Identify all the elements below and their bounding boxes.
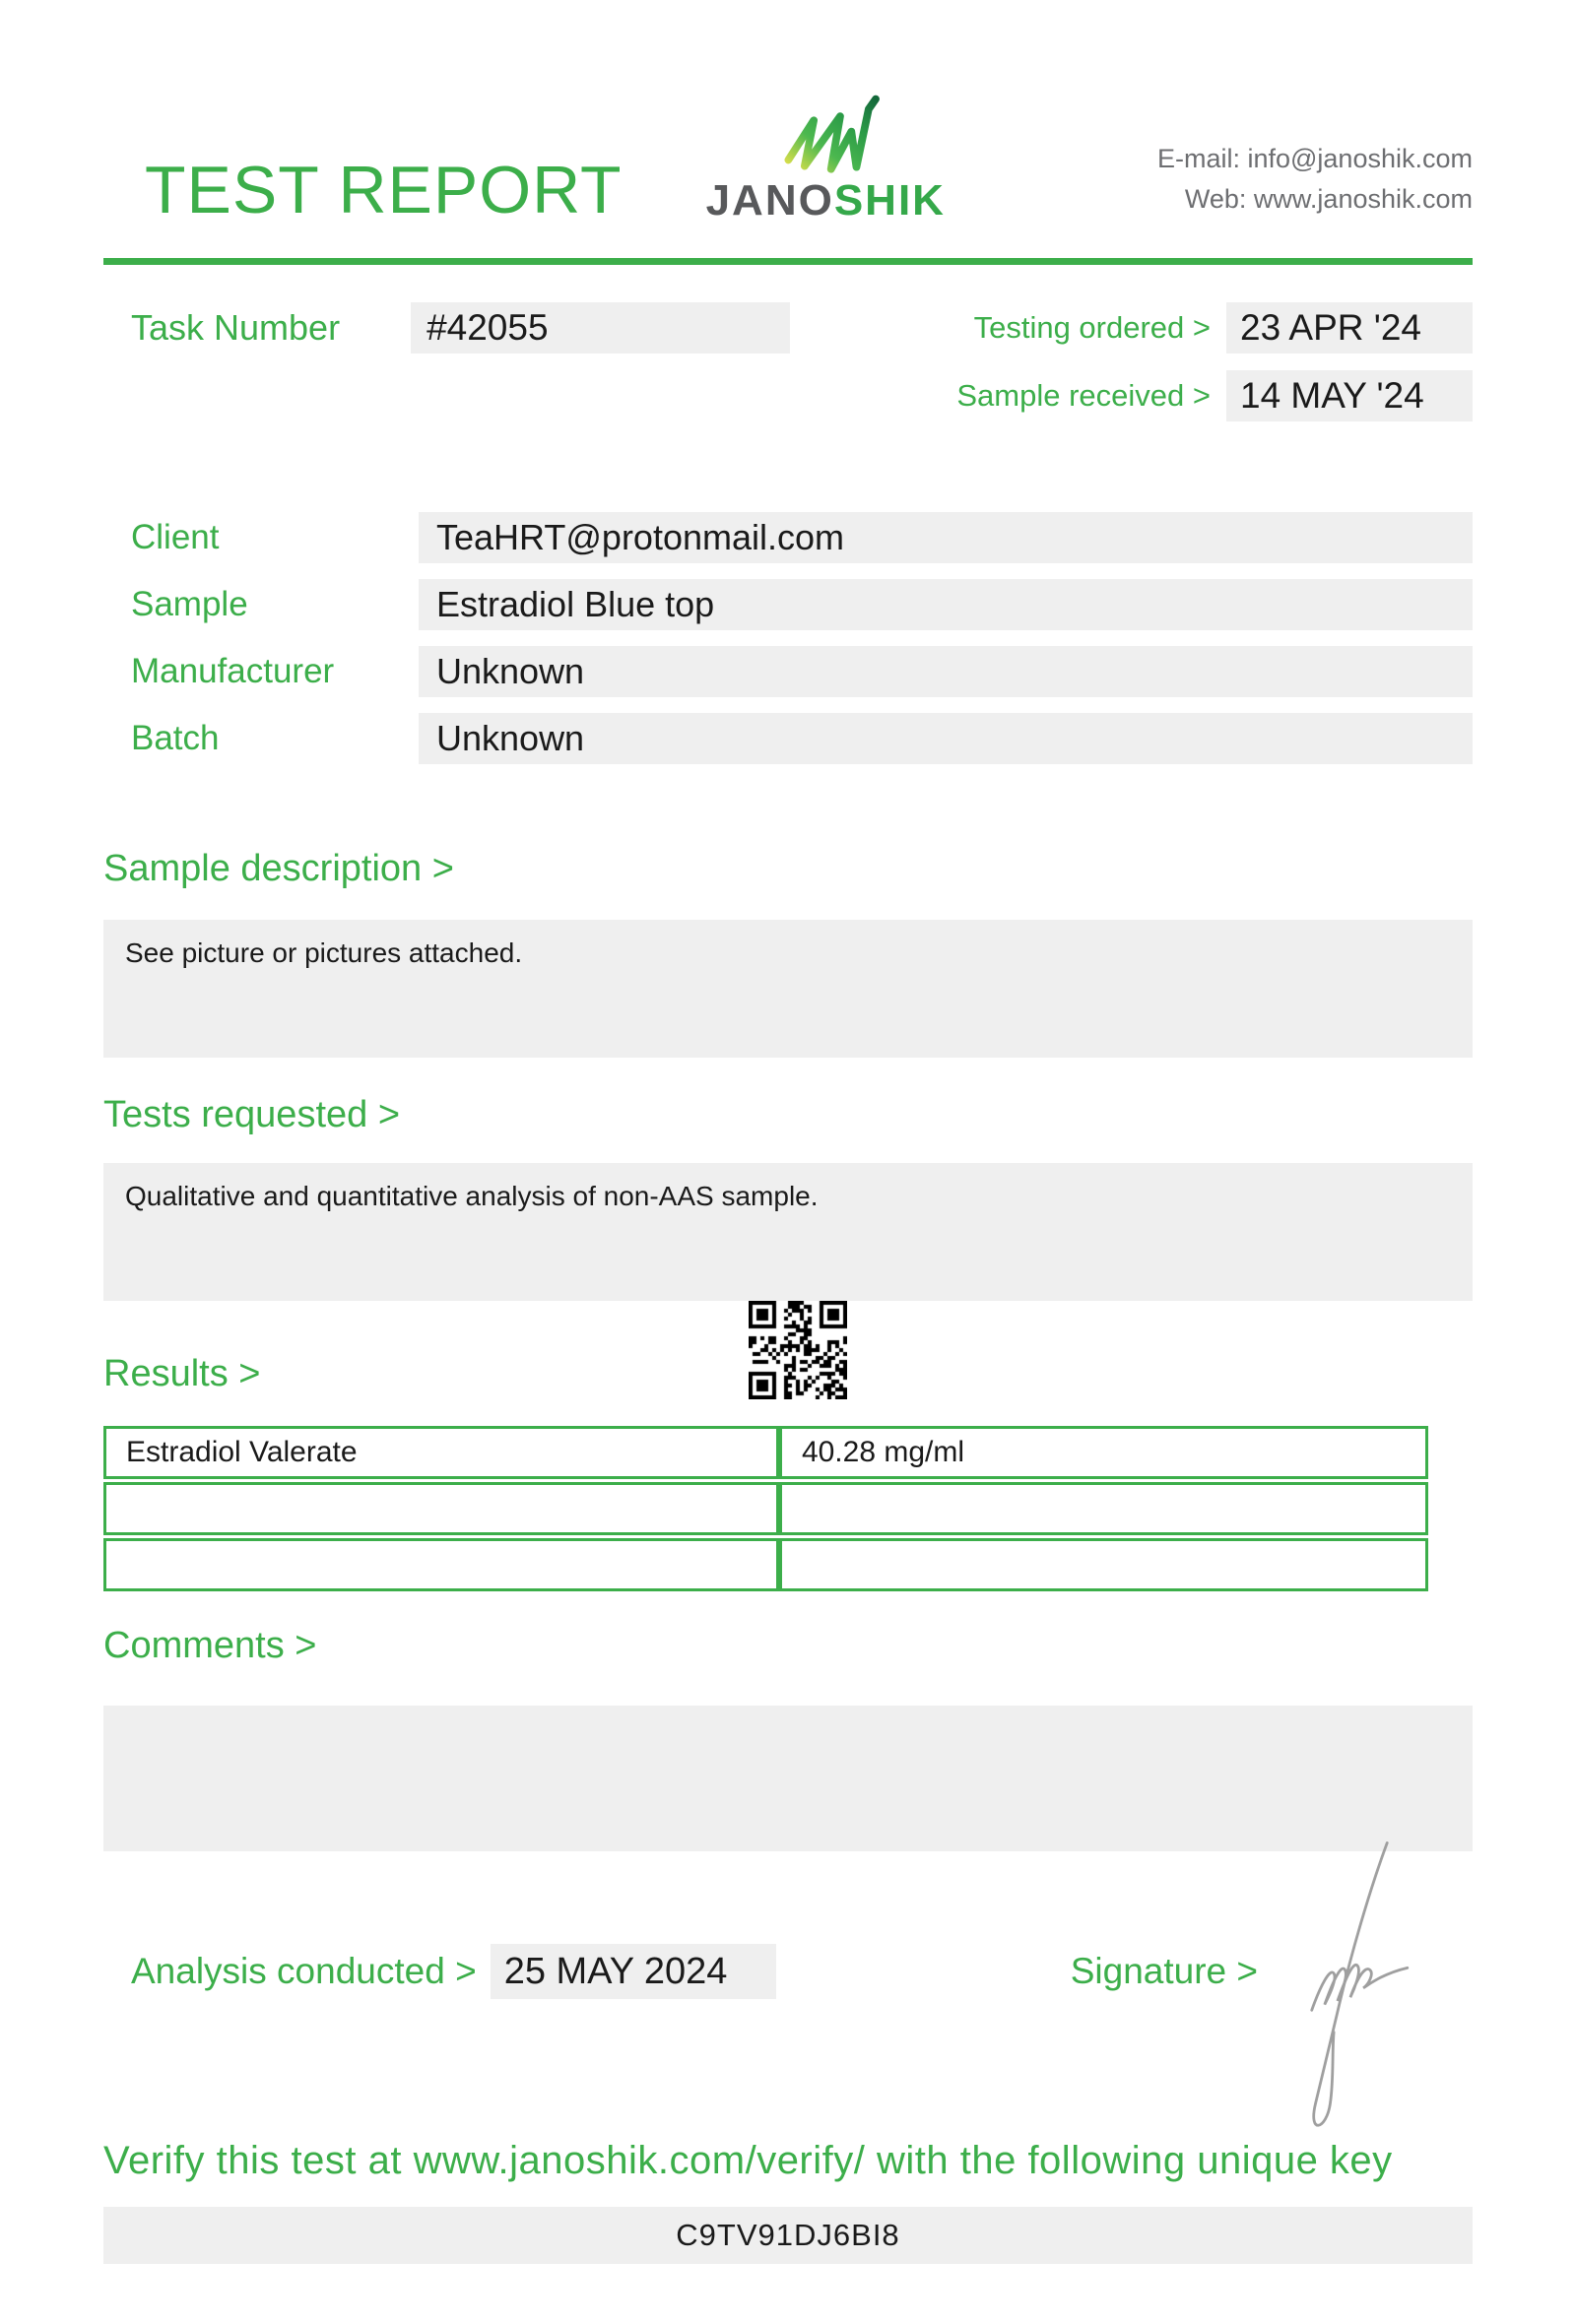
client-row: [103, 512, 1473, 563]
logo-text-gray: JANO: [705, 176, 834, 225]
client-value: TeaHRT@protonmail.com: [419, 512, 1473, 563]
footer-row: [103, 1944, 1473, 1999]
signature-label: Signature >: [1070, 1951, 1258, 1992]
verify-text: Verify this test at www.janoshik.com/verify/ with the following unique key: [103, 2139, 1393, 2183]
verify-key-box: [103, 2207, 1473, 2264]
verify-key: C9TV91DJ6BI8: [676, 2218, 900, 2253]
manufacturer-label: Manufacturer: [131, 652, 335, 690]
sample-value: Estradiol Blue top: [419, 579, 1473, 630]
testing-ordered-value: 23 APR '24: [1226, 302, 1473, 354]
dates-group: [956, 302, 1473, 421]
qr-code: [749, 1301, 847, 1399]
result-concentration: 40.28 mg/ml: [779, 1426, 1428, 1479]
comments-body: [103, 1706, 1473, 1851]
page-title: TEST REPORT: [145, 153, 623, 228]
analysis-conducted-value: 25 MAY 2024: [491, 1944, 776, 1999]
results-heading: Results >: [103, 1353, 261, 1395]
report-header: [103, 0, 1473, 228]
table-row: [103, 1426, 1428, 1479]
chart-up-icon: [766, 81, 885, 177]
sample-received-row: [956, 370, 1473, 421]
result-concentration: [779, 1482, 1428, 1535]
tests-requested-heading: Tests requested >: [103, 1093, 401, 1135]
logo-text-green: SHIK: [833, 176, 946, 225]
sample-description-heading: Sample description >: [103, 848, 454, 889]
result-concentration: [779, 1538, 1428, 1591]
meta-row: [103, 302, 1473, 421]
batch-label: Batch: [131, 719, 220, 757]
results-table: [103, 1423, 1428, 1594]
tests-requested-body: Qualitative and quantitative analysis of non-AAS sample.: [103, 1163, 1473, 1301]
contact-web: Web: www.janoshik.com: [1184, 183, 1473, 214]
contact-block: [1157, 139, 1473, 223]
sample-label: Sample: [131, 585, 248, 623]
logo-wordmark: [705, 176, 946, 225]
result-substance: [103, 1538, 779, 1591]
client-label: Client: [131, 518, 220, 556]
comments-heading: Comments >: [103, 1624, 317, 1666]
testing-ordered-label: Testing ordered >: [973, 310, 1211, 345]
manufacturer-row: [103, 646, 1473, 697]
sample-row: [103, 579, 1473, 630]
janoshik-logo: [706, 81, 946, 223]
sample-description-body: See picture or pictures attached.: [103, 920, 1473, 1058]
header-divider: [103, 258, 1473, 265]
batch-value: Unknown: [419, 713, 1473, 764]
analysis-conducted-label: Analysis conducted >: [131, 1951, 477, 1992]
testing-ordered-row: [956, 302, 1473, 354]
task-number-group: [103, 302, 790, 354]
result-substance: Estradiol Valerate: [103, 1426, 779, 1479]
batch-row: [103, 713, 1473, 764]
signature-image: [1280, 1834, 1418, 2139]
result-substance: [103, 1482, 779, 1535]
table-row: [103, 1538, 1428, 1591]
contact-email: E-mail: info@janoshik.com: [1156, 144, 1473, 173]
sample-info-group: [103, 512, 1473, 764]
task-number-label: Task Number: [131, 307, 341, 348]
sample-received-label: Sample received >: [956, 378, 1211, 413]
table-row: [103, 1482, 1428, 1535]
sample-received-value: 14 MAY '24: [1226, 370, 1473, 421]
manufacturer-value: Unknown: [419, 646, 1473, 697]
results-section: [103, 1352, 1473, 1594]
task-number-value: #42055: [411, 302, 790, 354]
